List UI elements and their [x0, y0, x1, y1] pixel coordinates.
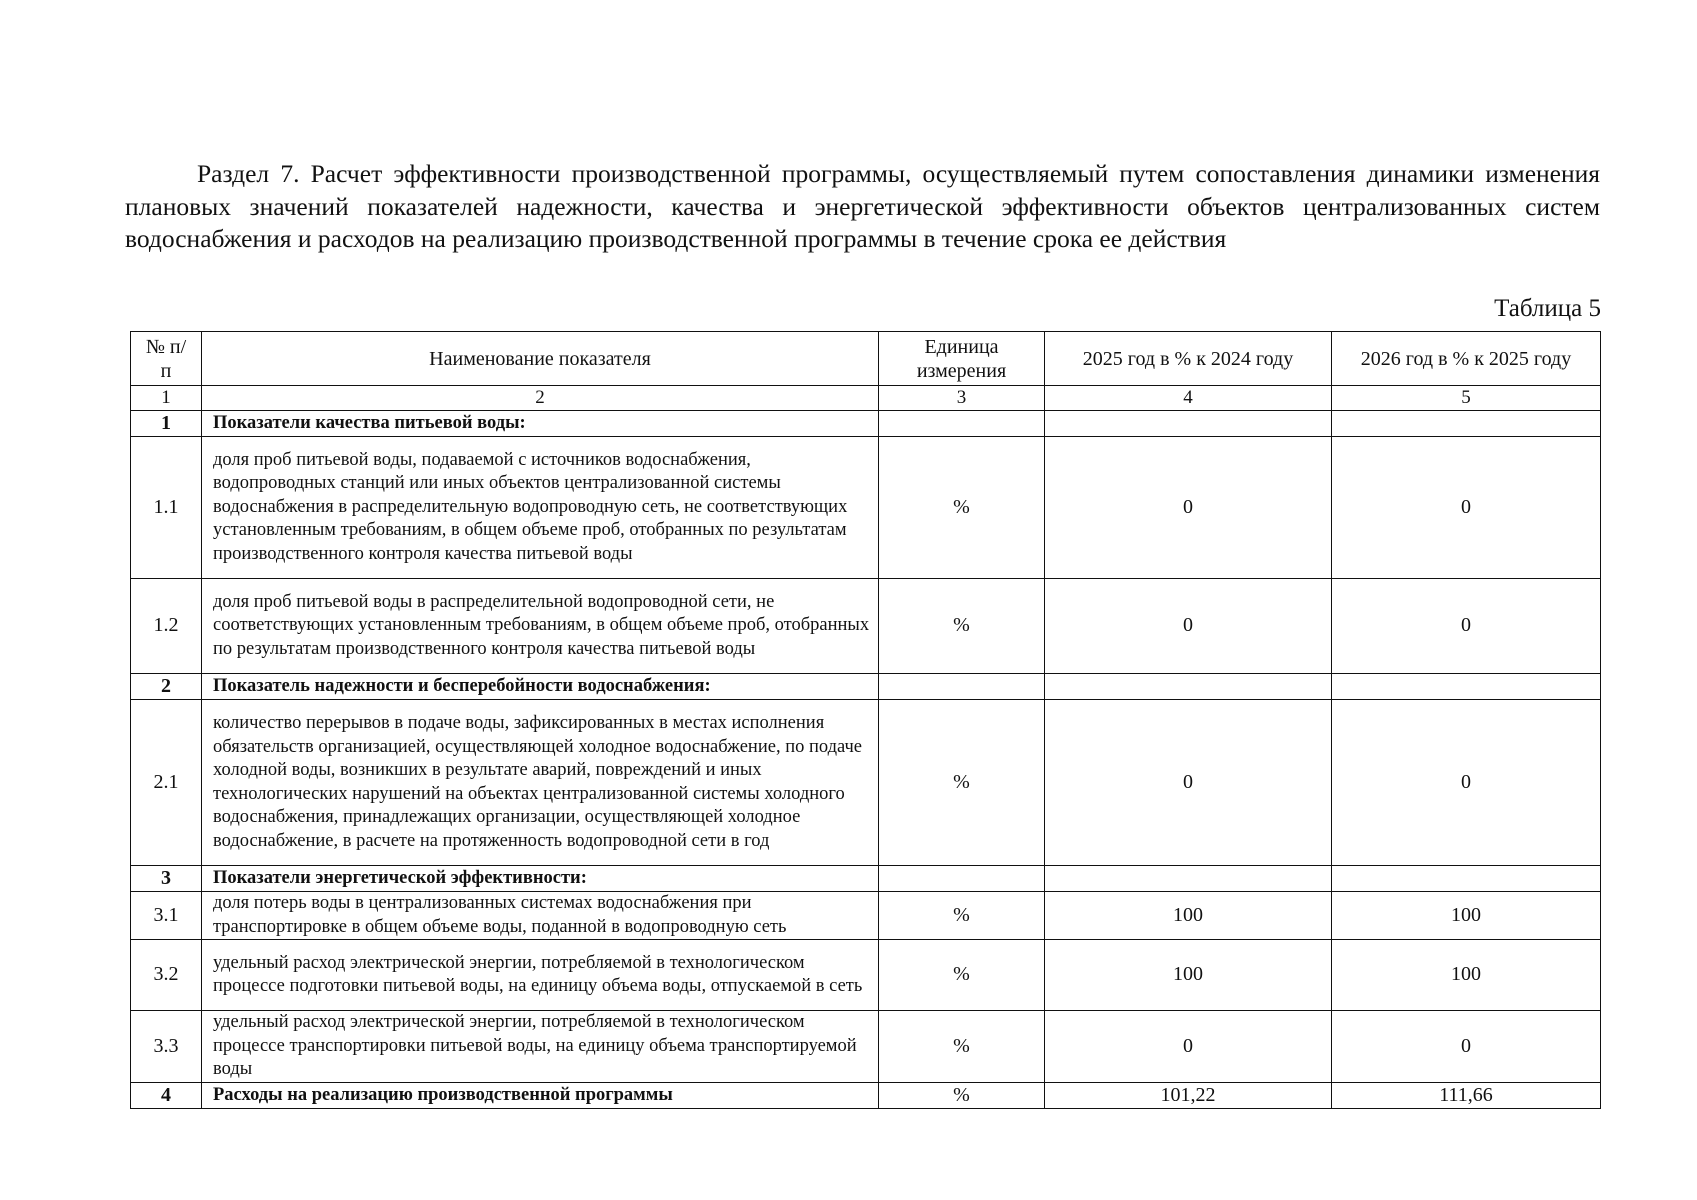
row-value-2026: 100	[1332, 892, 1601, 940]
row-value-2026: 0	[1332, 437, 1601, 579]
column-number: 1	[131, 386, 202, 411]
row-value-2025: 0	[1045, 700, 1332, 866]
table-row-total	[131, 1082, 1601, 1108]
row-indicator-name: Показатели качества питьевой воды:	[202, 411, 879, 437]
row-indicator-name: удельный расход электрической энергии, потребляемой в технологическом процессе транспортировки питьевой воды, на единицу объема транспортируемой воды	[202, 1011, 879, 1083]
row-indicator-name: Показатели энергетической эффективности:	[202, 866, 879, 892]
row-indicator-name: доля проб питьевой воды в распределительной водопроводной сети, не соответствующих установленным требованиям, в общем объеме проб, отобранных по результатам производственного контроля качества питьевой воды	[202, 579, 879, 674]
row-number: 4	[131, 1082, 202, 1108]
row-number: 2	[131, 674, 202, 700]
row-unit: %	[879, 940, 1045, 1011]
header-num: № п/п	[131, 332, 202, 386]
row-value-2025	[1045, 674, 1332, 700]
column-number: 4	[1045, 386, 1332, 411]
row-number: 3.2	[131, 940, 202, 1011]
section-heading: Раздел 7. Расчет эффективности производственной программы, осуществляемый путем сопоставления динамики изменения плановых значений показателей надежности, качества и энергетической эффективности объектов централизованных систем водоснабжения и расходов на реализацию производственной программы в течение срока ее действия	[125, 159, 1600, 253]
header-2026: 2026 год в % к 2025 году	[1332, 332, 1601, 386]
column-number: 2	[202, 386, 879, 411]
indicators-table	[130, 331, 1601, 1109]
table-row-section	[131, 411, 1601, 437]
header-unit: Единица измерения	[879, 332, 1045, 386]
row-number: 3	[131, 866, 202, 892]
row-number: 3.1	[131, 892, 202, 940]
row-unit	[879, 866, 1045, 892]
row-value-2025: 0	[1045, 437, 1332, 579]
row-value-2026: 0	[1332, 700, 1601, 866]
row-indicator-name: Расходы на реализацию производственной программы	[202, 1082, 879, 1108]
row-unit: %	[879, 700, 1045, 866]
row-indicator-name: доля потерь воды в централизованных системах водоснабжения при транспортировке в общем объеме воды, поданной в водопроводную сеть	[202, 892, 879, 940]
row-unit: %	[879, 892, 1045, 940]
row-indicator-name: количество перерывов в подаче воды, зафиксированных в местах исполнения обязательств организацией, осуществляющей холодное водоснабжение, по подаче холодной воды, возникших в результате аварий, повреждений и иных технологических нарушений на объектах централизованной системы холодного водоснабжения, принадлежащих организации, осуществляющей холодное водоснабжение, в расчете на протяженность водопроводной сети в год	[202, 700, 879, 866]
column-number-row	[131, 386, 1601, 411]
row-value-2025: 100	[1045, 940, 1332, 1011]
row-unit: %	[879, 1082, 1045, 1108]
row-value-2026	[1332, 411, 1601, 437]
row-value-2026	[1332, 866, 1601, 892]
row-value-2025	[1045, 411, 1332, 437]
row-value-2025	[1045, 866, 1332, 892]
row-indicator-name: доля проб питьевой воды, подаваемой с источников водоснабжения, водопроводных станций или иных объектов централизованной системы водоснабжения в распределительную водопроводную сеть, не соответствующих установленным требованиям, в общем объеме проб, отобранных по результатам производственного контроля качества питьевой воды	[202, 437, 879, 579]
row-value-2025: 100	[1045, 892, 1332, 940]
table-row	[131, 940, 1601, 1011]
column-number: 5	[1332, 386, 1601, 411]
row-number: 2.1	[131, 700, 202, 866]
table-label: Таблица 5	[1494, 295, 1601, 322]
row-unit	[879, 674, 1045, 700]
row-value-2026: 0	[1332, 1011, 1601, 1083]
row-unit: %	[879, 579, 1045, 674]
row-number: 3.3	[131, 1011, 202, 1083]
row-number: 1.2	[131, 579, 202, 674]
row-value-2026: 0	[1332, 579, 1601, 674]
row-number: 1.1	[131, 437, 202, 579]
row-value-2026: 111,66	[1332, 1082, 1601, 1108]
row-value-2026	[1332, 674, 1601, 700]
table-row	[131, 700, 1601, 866]
table-row	[131, 1011, 1601, 1083]
table-row-section	[131, 674, 1601, 700]
row-unit: %	[879, 437, 1045, 579]
row-value-2026: 100	[1332, 940, 1601, 1011]
row-unit: %	[879, 1011, 1045, 1083]
table-row	[131, 437, 1601, 579]
row-indicator-name: Показатель надежности и бесперебойности водоснабжения:	[202, 674, 879, 700]
row-value-2025: 0	[1045, 579, 1332, 674]
row-value-2025: 0	[1045, 1011, 1332, 1083]
column-number: 3	[879, 386, 1045, 411]
row-unit	[879, 411, 1045, 437]
table-header-row	[131, 332, 1601, 386]
row-value-2025: 101,22	[1045, 1082, 1332, 1108]
row-indicator-name: удельный расход электрической энергии, потребляемой в технологическом процессе подготовки питьевой воды, на единицу объема воды, отпускаемой в сеть	[202, 940, 879, 1011]
header-name: Наименование показателя	[202, 332, 879, 386]
table-row	[131, 892, 1601, 940]
header-2025: 2025 год в % к 2024 году	[1045, 332, 1332, 386]
row-number: 1	[131, 411, 202, 437]
table-row-section	[131, 866, 1601, 892]
table-row	[131, 579, 1601, 674]
